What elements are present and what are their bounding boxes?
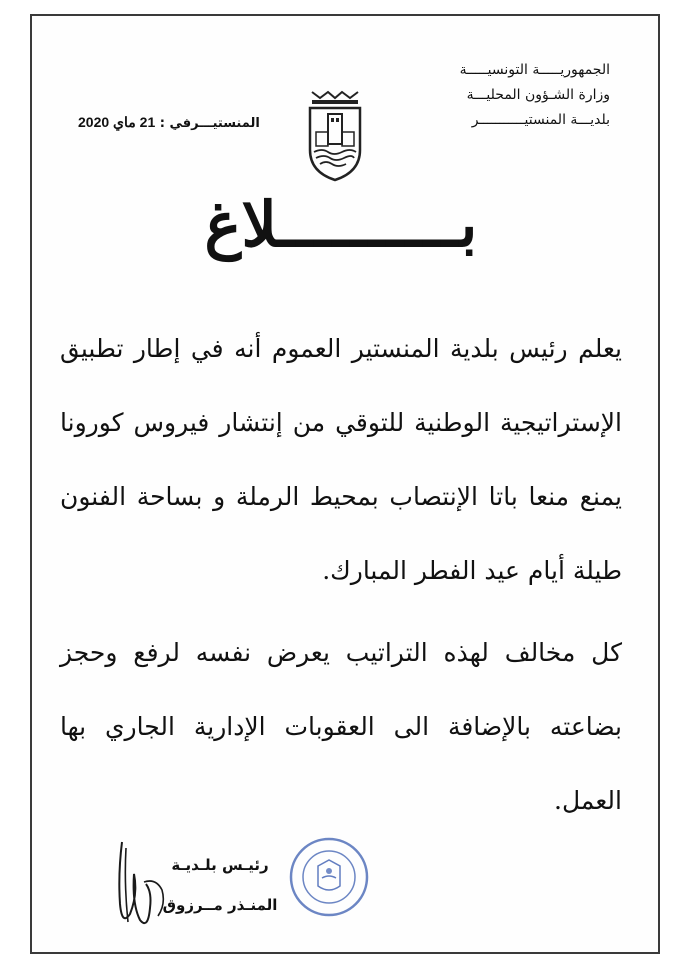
signatory-name: المنـذر مــرزوق [162, 896, 278, 914]
official-stamp-icon [288, 836, 370, 918]
document-title: بــــــــــلاغ [204, 188, 478, 261]
letterhead [390, 58, 610, 133]
paragraph-penalty: كل مخالف لهذه التراتيب يعرض نفسه لرفع وحجز بضاعته بالإضافة الى العقوبات الإدارية الجاري بها العمل. [60, 638, 622, 815]
place-label: المنستيـــرفي : [159, 116, 260, 131]
letterhead-ministry: وزارة الشـؤون المحليـــة [466, 87, 610, 103]
signatory-role: رئيـس بلـديـة [171, 856, 269, 874]
paragraph-main: يعلم رئيس بلدية المنستير العموم أنه في إطار تطبيق الإستراتيجية الوطنية للتوقي من إنتشار فيروس كورونا يمنع منعا باتا الإنتصاب بمحيط الرملة و بساحة الفنون طيلة أيام عيد الفطر المبارك. [60, 334, 622, 585]
letterhead-municipality: بلديـــة المنستيـــــــــــر [471, 112, 610, 128]
letterhead-country: الجمهوريـــــة التونسيـــــة [459, 62, 610, 78]
handwritten-signature-icon [104, 834, 184, 934]
document-date: 21 ماي 2020 [78, 114, 156, 130]
municipality-emblem-icon [306, 88, 364, 184]
announcement-body [60, 312, 622, 838]
date-line [78, 114, 278, 131]
